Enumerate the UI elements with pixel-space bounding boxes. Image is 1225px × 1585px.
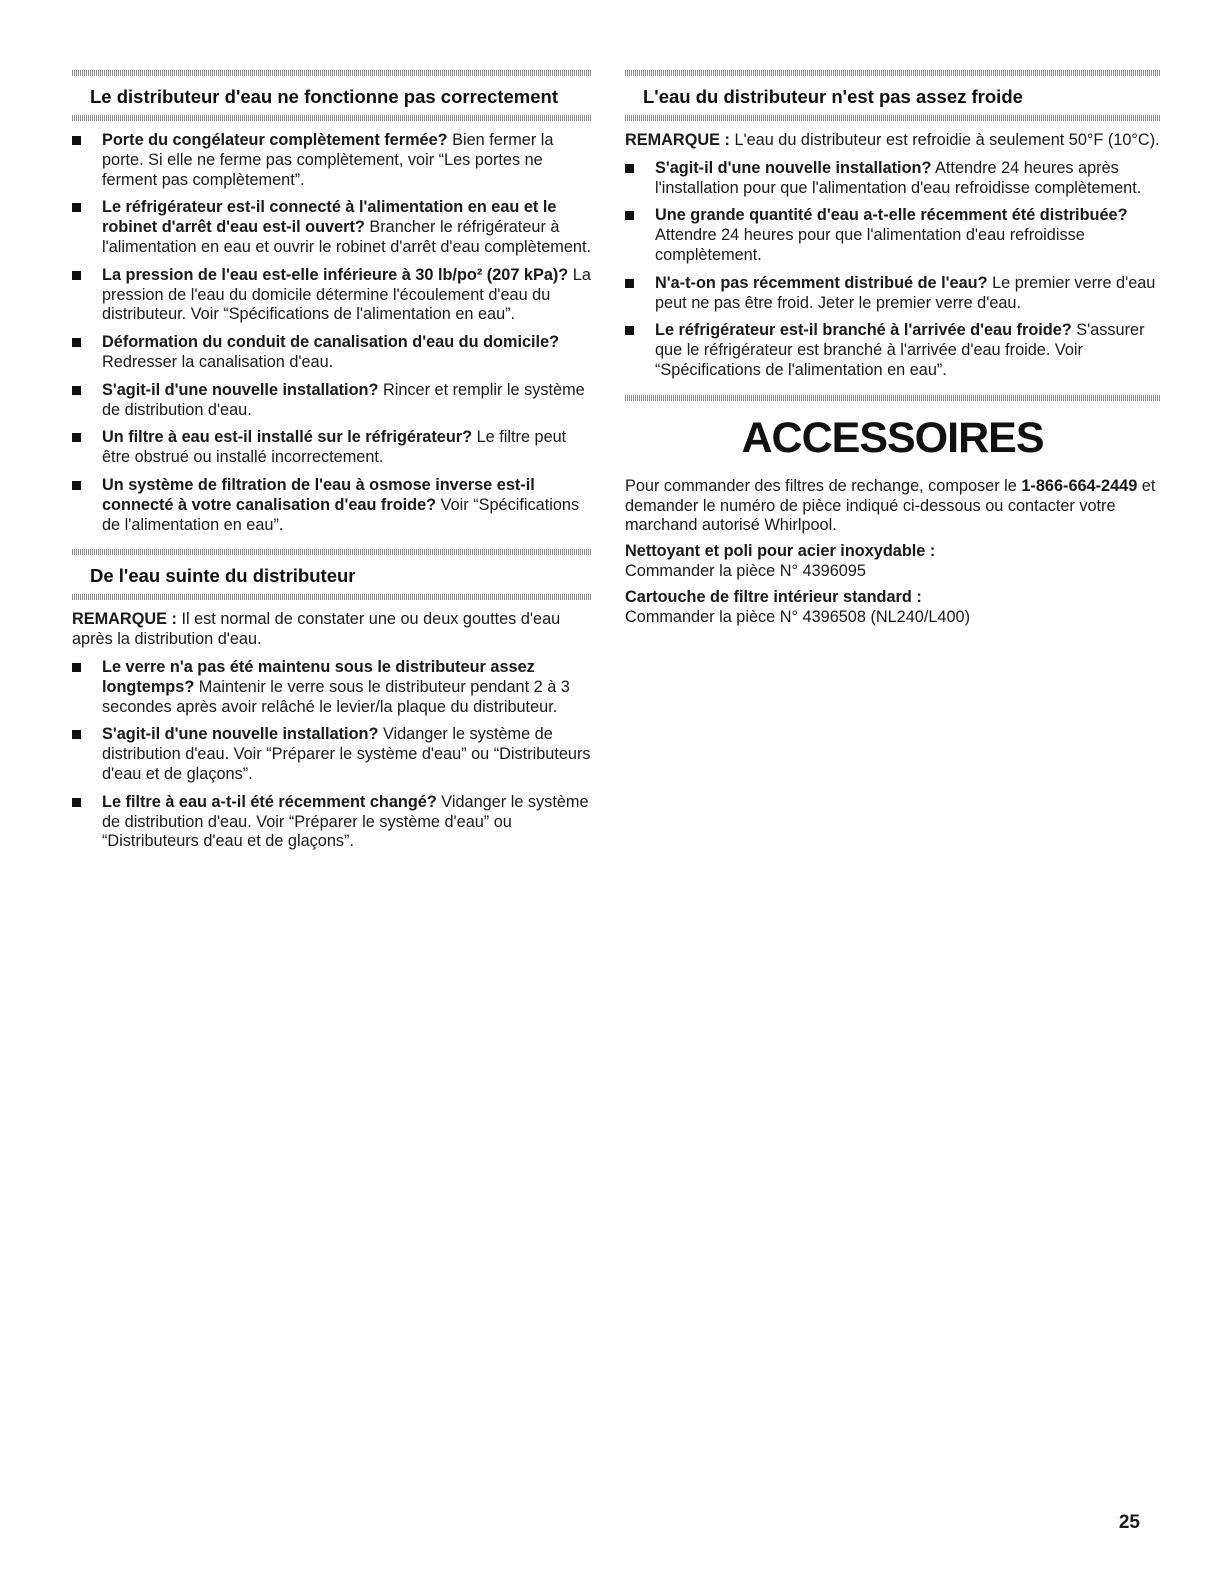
dispenser-not-working-list [72,131,592,535]
item-question: S'agit-il d'une nouvelle installation? [655,158,932,177]
bullet-icon [72,798,81,807]
list-item [72,476,592,535]
accessories-title: ACCESSOIRES [741,413,1044,462]
item-answer: Bien fermer la porte. Si elle ne ferme pas complètement, voir “Les portes ne ferment pas complètement”. [102,131,554,189]
item-answer: Le premier verre d'eau peut ne pas être froid. Jeter le premier verre d'eau. [655,273,1156,312]
list-item [72,381,592,421]
phone-number: 1-866-664-2449 [1021,476,1138,495]
list-item [72,725,592,784]
item-question: Un filtre à eau est-il installé sur le réfrigérateur? [102,428,473,447]
item-answer: Vidanger le système de distribution d'eau. Voir “Préparer le système d'eau” ou “Distributeurs d'eau et de glaçons”. [102,792,589,851]
left-column [72,70,592,860]
list-item [72,266,592,325]
dispenser-leaks-list [72,658,592,852]
section-rule [625,70,1160,76]
item-answer: S'assurer que le réfrigérateur est branché à l'arrivée d'eau froide. Voir “Spécifications de l'alimentation en eau”. [655,321,1145,379]
list-item [72,198,592,257]
list-item [72,793,592,852]
item-question: Une grande quantité d'eau a-t-elle récemment été distribuée? [655,206,1128,225]
note-text: Il est normal de constater une ou deux gouttes d'eau après la distribution d'eau. [72,610,561,649]
bullet-icon [625,164,634,173]
bullet-icon [625,211,634,220]
item-question: Un système de filtration de l'eau à osmose inverse est-il connecté à votre canalisation d'eau froide? [102,475,535,514]
product-name: Cartouche de filtre intérieur standard : [625,587,922,606]
bullet-icon [72,203,81,212]
item-question: N'a-t-on pas récemment distribué de l'eau? [655,273,988,292]
list-item [625,274,1160,314]
bullet-icon [72,481,81,490]
note-label: REMARQUE : [625,131,730,149]
item-answer: Vidanger le système de distribution d'eau. Voir “Préparer le système d'eau” ou “Distributeurs d'eau et de glaçons”. [102,725,591,783]
list-item [72,658,592,717]
item-question: Le réfrigérateur est-il connecté à l'alimentation en eau et le robinet d'arrêt d'eau est-il ouvert? [102,198,557,237]
bullet-icon [72,136,81,145]
bullet-icon [72,386,81,395]
list-item [625,159,1160,199]
water-not-cold-list [625,159,1160,381]
bullet-icon [625,326,634,335]
note-paragraph [625,131,1160,151]
item-question: Le filtre à eau a-t-il été récemment changé? [102,792,437,811]
item-question: S'agit-il d'une nouvelle installation? [102,380,379,399]
item-question: La pression de l'eau est-elle inférieure à 30 lb/po² (207 kPa)? [102,265,569,284]
section-heading-dispenser-leaks: De l'eau suinte du distributeur [90,565,356,587]
item-answer: Maintenir le verre sous le distributeur pendant 2 à 3 secondes après avoir relâché le levier/la plaque du distributeur. [102,677,570,716]
bullet-icon [72,338,81,347]
item-question: Porte du congélateur complètement fermée? [102,131,448,149]
bullet-icon [72,433,81,442]
section-rule [72,115,592,121]
bullet-icon [72,271,81,280]
right-column [625,70,1160,627]
item-question: S'agit-il d'une nouvelle installation? [102,725,379,744]
list-item [625,321,1160,380]
note-label: REMARQUE : [72,610,177,629]
item-question: Le réfrigérateur est-il branché à l'arrivée d'eau froide? [655,321,1072,340]
item-answer: Attendre 24 heures pour que l'alimentation d'eau refroidisse complètement. [655,226,1085,264]
page-number: 25 [1118,1512,1140,1533]
list-item [625,206,1160,265]
item-question: Déformation du conduit de canalisation d'eau du domicile? [102,333,560,352]
accessories-intro [625,477,1160,536]
bullet-icon [72,663,81,672]
product-order: Commander la pièce N° 4396095 [625,561,866,580]
bullet-icon [72,730,81,739]
item-answer: Redresser la canalisation d'eau. [102,352,334,371]
item-answer: Brancher le réfrigérateur à l'alimentation en eau et ouvrir le robinet d'arrêt d'eau complètement. [102,218,591,256]
note-paragraph [72,610,592,650]
bullet-icon [625,279,634,288]
note-text: L'eau du distributeur est refroidie à seulement 50°F (10°C). [729,131,1160,149]
section-rule [625,395,1160,401]
section-rule [72,70,592,76]
section-rule [625,115,1160,121]
section-heading-water-not-cold: L'eau du distributeur n'est pas assez froide [643,86,1023,107]
list-item [72,333,592,373]
section-rule [72,549,592,555]
list-item [72,131,592,190]
intro-text-before: Pour commander des filtres de rechange, composer le [625,476,1022,495]
item-answer: Attendre 24 heures après l'installation pour que l'alimentation d'eau refroidisse complètement. [655,158,1142,197]
section-heading-dispenser-not-working: Le distributeur d'eau ne fonctionne pas correctement [90,86,559,107]
item-answer: Le filtre peut être obstrué ou installé incorrectement. [102,428,567,467]
list-item [72,428,592,468]
product-name: Nettoyant et poli pour acier inoxydable : [625,542,936,561]
section-rule [72,594,592,600]
item-answer: Voir “Spécifications de l'alimentation en eau”. [102,495,580,534]
product-order: Commander la pièce N° 4396508 (NL240/L400) [625,607,971,626]
item-answer: La pression de l'eau du domicile détermine l'écoulement d'eau du distributeur. Voir “Spécifications de l'alimentation en eau”. [102,265,591,324]
item-answer: Rincer et remplir le système de distribution d'eau. [102,380,585,419]
intro-text-after: et demander le numéro de pièce indiqué ci-dessous ou contacter votre marchand autorisé Whirlpool. [625,476,1156,535]
item-question: Le verre n'a pas été maintenu sous le distributeur assez longtemps? [102,657,535,696]
